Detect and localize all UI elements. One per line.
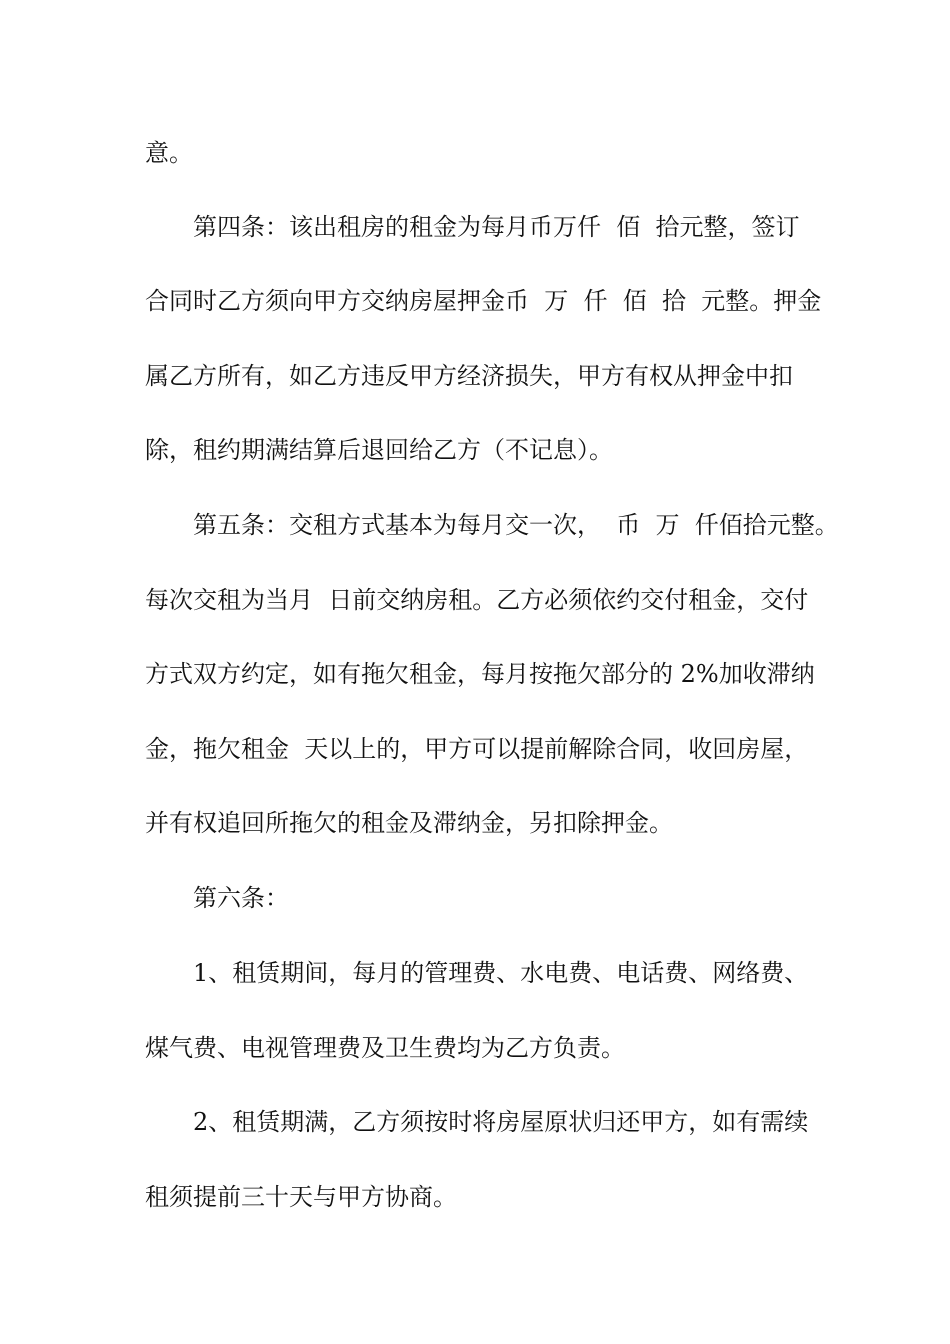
text-line: 每次交租为当月 日前交纳房租。乙方必须依约交付租金，交付: [145, 586, 809, 614]
text-line: 意。: [145, 139, 193, 167]
text-line: 第六条：: [193, 884, 289, 912]
text-line: 属乙方所有，如乙方违反甲方经济损失，甲方有权从押金中扣: [145, 362, 793, 390]
text-line: 租须提前三十天与甲方协商。: [145, 1183, 457, 1211]
text-line: 方式双方约定，如有拖欠租金，每月按拖欠部分的 2%加收滞纳: [145, 660, 815, 688]
text-line: 并有权追回所拖欠的租金及滞纳金，另扣除押金。: [145, 809, 673, 837]
text-line: 第五条：交租方式基本为每月交一次， 币 万 仟佰拾元整。: [193, 511, 839, 539]
text-line: 合同时乙方须向甲方交纳房屋押金币 万 仟 佰 拾 元整。押金: [145, 287, 822, 315]
text-line: 2、租赁期满，乙方须按时将房屋原状归还甲方，如有需续: [193, 1108, 809, 1136]
text-line: 除，租约期满结算后退回给乙方（不记息）。: [145, 436, 613, 464]
text-line: 煤气费、电视管理费及卫生费均为乙方负责。: [145, 1034, 625, 1062]
text-line: 第四条：该出租房的租金为每月币万仟 佰 拾元整，签订: [193, 213, 800, 241]
text-line: 金，拖欠租金 天以上的，甲方可以提前解除合同，收回房屋，: [145, 735, 809, 763]
text-line: 1、租赁期间，每月的管理费、水电费、电话费、网络费、: [193, 959, 809, 987]
